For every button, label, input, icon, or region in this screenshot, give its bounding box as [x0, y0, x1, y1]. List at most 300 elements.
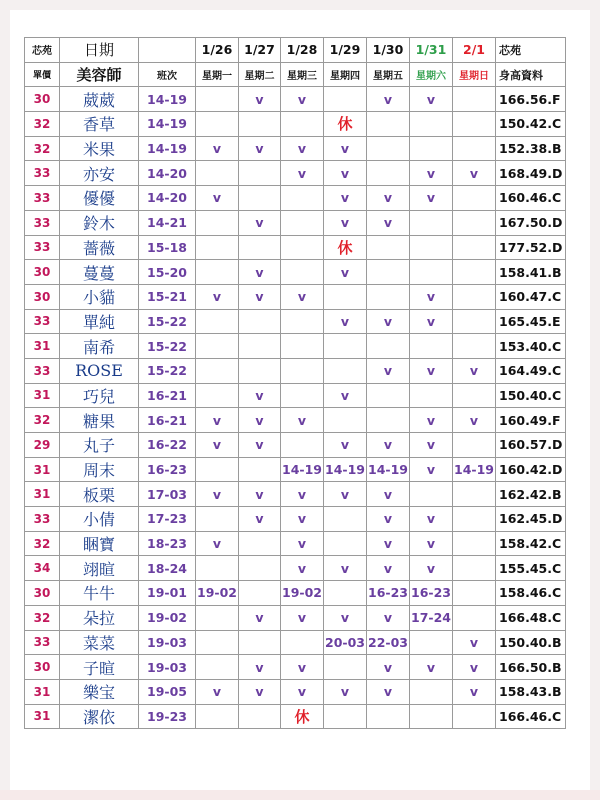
- schedule-row: [25, 235, 566, 260]
- date-header-fri: 1/30: [367, 38, 410, 63]
- day-cell-thu: [324, 87, 367, 112]
- day-cell-wed: [281, 433, 324, 458]
- weekday-wed: 星期三: [281, 62, 324, 87]
- stylist-name-cell: 蔓蔓: [60, 260, 139, 285]
- day-cell-thu: [324, 655, 367, 680]
- shift-cell: 15-22: [139, 358, 196, 383]
- day-cell-fri: 16-23: [367, 581, 410, 606]
- size-data-cell: 162.42.B: [496, 482, 566, 507]
- stylist-name-cell: 南希: [60, 334, 139, 359]
- unit-price-cell: 33: [25, 507, 60, 532]
- day-cell-thu: [324, 581, 367, 606]
- day-cell-sun: v: [453, 408, 496, 433]
- day-cell-fri: 14-19: [367, 457, 410, 482]
- day-cell-wed: v: [281, 284, 324, 309]
- day-cell-sun: v: [453, 161, 496, 186]
- shift-cell: 19-02: [139, 605, 196, 630]
- day-cell-wed: [281, 260, 324, 285]
- stylist-name-cell: 睏寶: [60, 531, 139, 556]
- day-cell-sat: [410, 630, 453, 655]
- day-cell-wed: [281, 704, 324, 729]
- day-cell-mon: 19-02: [196, 581, 239, 606]
- day-cell-thu: [324, 284, 367, 309]
- shift-cell: 19-01: [139, 581, 196, 606]
- day-cell-mon: [196, 87, 239, 112]
- day-cell-sun: [453, 210, 496, 235]
- shift-cell: 16-21: [139, 383, 196, 408]
- stylist-name-cell: 子暄: [60, 655, 139, 680]
- stylist-name-cell: 小貓: [60, 284, 139, 309]
- day-cell-mon: [196, 704, 239, 729]
- day-cell-mon: v: [196, 186, 239, 211]
- header-row-dates: [25, 38, 566, 63]
- shift-cell: 16-23: [139, 457, 196, 482]
- day-cell-mon: [196, 556, 239, 581]
- day-cell-sun: 14-19: [453, 457, 496, 482]
- schedule-row: [25, 482, 566, 507]
- schedule-row: [25, 433, 566, 458]
- stylist-name-cell: 優優: [60, 186, 139, 211]
- day-cell-sun: [453, 112, 496, 137]
- day-cell-sat: [410, 334, 453, 359]
- day-cell-wed: v: [281, 408, 324, 433]
- day-cell-fri: v: [367, 482, 410, 507]
- unit-price-cell: 32: [25, 112, 60, 137]
- size-data-cell: 158.43.B: [496, 679, 566, 704]
- day-cell-fri: [367, 284, 410, 309]
- day-cell-sat: v: [410, 186, 453, 211]
- day-cell-mon: v: [196, 136, 239, 161]
- schedule-row: [25, 358, 566, 383]
- day-cell-mon: [196, 358, 239, 383]
- day-cell-tue: [239, 630, 281, 655]
- size-data-cell: 167.50.D: [496, 210, 566, 235]
- stylist-name-cell: ROSE: [60, 358, 139, 383]
- day-cell-thu: [324, 531, 367, 556]
- size-data-cell: 168.49.D: [496, 161, 566, 186]
- size-data-cell: 165.45.E: [496, 309, 566, 334]
- day-cell-fri: [367, 161, 410, 186]
- day-cell-fri: v: [367, 507, 410, 532]
- stylist-name-cell: 潔依: [60, 704, 139, 729]
- size-data-cell: 150.40.C: [496, 383, 566, 408]
- day-cell-sun: [453, 186, 496, 211]
- unit-price-cell: 30: [25, 655, 60, 680]
- date-header-sun: 2/1: [453, 38, 496, 63]
- unit-price-cell: 33: [25, 235, 60, 260]
- day-cell-tue: v: [239, 136, 281, 161]
- day-cell-thu: 20-03: [324, 630, 367, 655]
- day-cell-sat: [410, 235, 453, 260]
- schedule-row: [25, 334, 566, 359]
- day-cell-sat: v: [410, 358, 453, 383]
- size-label: 身高資料: [496, 62, 566, 87]
- day-cell-tue: v: [239, 87, 281, 112]
- day-cell-sat: v: [410, 284, 453, 309]
- day-cell-sat: [410, 112, 453, 137]
- day-cell-sat: v: [410, 309, 453, 334]
- schedule-row: [25, 531, 566, 556]
- day-cell-fri: [367, 260, 410, 285]
- size-data-cell: 155.45.C: [496, 556, 566, 581]
- day-off-mark: 休: [337, 238, 353, 257]
- day-cell-tue: [239, 112, 281, 137]
- day-cell-sun: [453, 235, 496, 260]
- day-cell-sun: [453, 309, 496, 334]
- day-cell-sat: v: [410, 556, 453, 581]
- date-header-thu: 1/29: [324, 38, 367, 63]
- day-cell-sun: [453, 605, 496, 630]
- shift-cell: 15-22: [139, 309, 196, 334]
- stylist-name-cell: 板栗: [60, 482, 139, 507]
- date-header-sat: 1/31: [410, 38, 453, 63]
- day-cell-sat: 16-23: [410, 581, 453, 606]
- day-cell-mon: [196, 334, 239, 359]
- day-cell-sun: [453, 704, 496, 729]
- stylist-name-cell: 薔薇: [60, 235, 139, 260]
- shift-cell: 19-05: [139, 679, 196, 704]
- schedule-row: [25, 161, 566, 186]
- shift-cell: 14-19: [139, 87, 196, 112]
- schedule-table: [24, 37, 566, 729]
- shift-cell: 14-19: [139, 136, 196, 161]
- unit-price-cell: 31: [25, 334, 60, 359]
- unit-price-cell: 33: [25, 309, 60, 334]
- day-cell-fri: v: [367, 655, 410, 680]
- unit-price-cell: 32: [25, 605, 60, 630]
- day-cell-fri: v: [367, 531, 410, 556]
- schedule-row: [25, 556, 566, 581]
- weekday-sat: 星期六: [410, 62, 453, 87]
- day-cell-wed: v: [281, 482, 324, 507]
- day-cell-thu: [324, 408, 367, 433]
- day-cell-sun: [453, 260, 496, 285]
- day-cell-sat: [410, 383, 453, 408]
- day-cell-mon: [196, 457, 239, 482]
- unit-price-cell: 31: [25, 704, 60, 729]
- unit-price-cell: 33: [25, 210, 60, 235]
- schedule-row: [25, 136, 566, 161]
- schedule-row: [25, 605, 566, 630]
- day-cell-thu: v: [324, 556, 367, 581]
- shift-cell: 14-20: [139, 161, 196, 186]
- day-cell-thu: [324, 358, 367, 383]
- day-cell-fri: v: [367, 605, 410, 630]
- day-cell-sun: [453, 136, 496, 161]
- day-cell-mon: [196, 161, 239, 186]
- size-data-cell: 162.45.D: [496, 507, 566, 532]
- day-cell-tue: v: [239, 284, 281, 309]
- unit-price-cell: 29: [25, 433, 60, 458]
- day-cell-mon: [196, 235, 239, 260]
- schedule-row: [25, 581, 566, 606]
- shift-cell: 16-22: [139, 433, 196, 458]
- day-cell-tue: [239, 358, 281, 383]
- day-cell-sun: [453, 507, 496, 532]
- day-cell-sat: v: [410, 507, 453, 532]
- shift-cell: 19-23: [139, 704, 196, 729]
- day-cell-mon: v: [196, 433, 239, 458]
- day-cell-thu: 14-19: [324, 457, 367, 482]
- day-cell-tue: [239, 334, 281, 359]
- shift-cell: 14-21: [139, 210, 196, 235]
- day-cell-sat: v: [410, 457, 453, 482]
- size-data-cell: 158.41.B: [496, 260, 566, 285]
- bottom-band: [0, 790, 600, 800]
- day-cell-sat: v: [410, 87, 453, 112]
- day-cell-sun: v: [453, 358, 496, 383]
- day-cell-mon: v: [196, 482, 239, 507]
- schedule-row: [25, 284, 566, 309]
- day-cell-fri: [367, 112, 410, 137]
- day-cell-sat: [410, 210, 453, 235]
- day-cell-wed: v: [281, 655, 324, 680]
- day-cell-fri: [367, 136, 410, 161]
- schedule-row: [25, 87, 566, 112]
- size-data-cell: 152.38.B: [496, 136, 566, 161]
- day-cell-sun: v: [453, 630, 496, 655]
- shift-cell: 14-20: [139, 186, 196, 211]
- day-cell-mon: v: [196, 679, 239, 704]
- stylist-name-cell: 糖果: [60, 408, 139, 433]
- schedule-row: [25, 186, 566, 211]
- day-cell-thu: v: [324, 383, 367, 408]
- day-cell-tue: v: [239, 507, 281, 532]
- size-data-cell: 158.42.C: [496, 531, 566, 556]
- day-cell-sat: v: [410, 161, 453, 186]
- day-cell-mon: [196, 112, 239, 137]
- day-cell-thu: v: [324, 186, 367, 211]
- day-cell-mon: [196, 630, 239, 655]
- day-cell-sat: [410, 679, 453, 704]
- day-cell-wed: [281, 235, 324, 260]
- day-cell-tue: [239, 161, 281, 186]
- day-cell-tue: v: [239, 383, 281, 408]
- schedule-row: [25, 309, 566, 334]
- shift-cell: 18-23: [139, 531, 196, 556]
- day-cell-wed: v: [281, 556, 324, 581]
- day-cell-sat: [410, 704, 453, 729]
- day-cell-thu: [324, 704, 367, 729]
- day-cell-sat: 17-24: [410, 605, 453, 630]
- shift-cell: 15-20: [139, 260, 196, 285]
- unit-price-cell: 33: [25, 186, 60, 211]
- size-data-cell: 160.46.C: [496, 186, 566, 211]
- day-cell-thu: v: [324, 161, 367, 186]
- day-cell-tue: v: [239, 679, 281, 704]
- day-cell-tue: [239, 531, 281, 556]
- stylist-name-cell: 香草: [60, 112, 139, 137]
- day-cell-mon: [196, 383, 239, 408]
- header-row-weekdays: [25, 62, 566, 87]
- day-off-mark: 休: [337, 115, 353, 134]
- schedule-row: [25, 383, 566, 408]
- unit-price-cell: 31: [25, 482, 60, 507]
- schedule-row: [25, 655, 566, 680]
- unit-price-cell: 32: [25, 531, 60, 556]
- day-cell-wed: v: [281, 679, 324, 704]
- day-cell-wed: v: [281, 507, 324, 532]
- day-cell-mon: v: [196, 531, 239, 556]
- day-cell-tue: [239, 457, 281, 482]
- size-data-cell: 160.47.C: [496, 284, 566, 309]
- size-data-cell: 150.42.C: [496, 112, 566, 137]
- day-cell-fri: [367, 383, 410, 408]
- day-cell-wed: v: [281, 87, 324, 112]
- day-cell-mon: v: [196, 284, 239, 309]
- day-cell-wed: v: [281, 605, 324, 630]
- day-cell-fri: 22-03: [367, 630, 410, 655]
- stylist-name-cell: 米果: [60, 136, 139, 161]
- shift-cell: 15-18: [139, 235, 196, 260]
- day-cell-sun: [453, 581, 496, 606]
- size-data-cell: 160.49.F: [496, 408, 566, 433]
- day-cell-fri: v: [367, 679, 410, 704]
- schedule-row: [25, 679, 566, 704]
- stylist-name-cell: 樂宝: [60, 679, 139, 704]
- day-cell-thu: v: [324, 260, 367, 285]
- stylist-name-cell: 菜菜: [60, 630, 139, 655]
- schedule-row: [25, 408, 566, 433]
- shift-cell: 18-24: [139, 556, 196, 581]
- schedule-row: [25, 112, 566, 137]
- stylist-name-cell: 鈴木: [60, 210, 139, 235]
- day-cell-tue: v: [239, 655, 281, 680]
- stylist-name-cell: 翊暄: [60, 556, 139, 581]
- schedule-row: [25, 704, 566, 729]
- unit-price-cell: 31: [25, 457, 60, 482]
- day-cell-sun: [453, 383, 496, 408]
- day-cell-thu: v: [324, 210, 367, 235]
- day-cell-thu: [324, 235, 367, 260]
- schedule-row: [25, 507, 566, 532]
- day-cell-sat: [410, 136, 453, 161]
- day-cell-wed: [281, 358, 324, 383]
- day-cell-tue: [239, 186, 281, 211]
- stylist-name-cell: 周末: [60, 457, 139, 482]
- unit-price-cell: 31: [25, 679, 60, 704]
- weekday-tue: 星期二: [239, 62, 281, 87]
- day-cell-fri: v: [367, 210, 410, 235]
- day-cell-mon: [196, 655, 239, 680]
- header-empty-cell: [139, 38, 196, 63]
- day-cell-tue: [239, 581, 281, 606]
- size-data-cell: 164.49.C: [496, 358, 566, 383]
- day-cell-fri: v: [367, 186, 410, 211]
- day-cell-wed: [281, 309, 324, 334]
- day-cell-mon: v: [196, 408, 239, 433]
- day-cell-sat: v: [410, 408, 453, 433]
- unit-price-cell: 34: [25, 556, 60, 581]
- stylist-label: 美容師: [60, 62, 139, 87]
- unit-price-cell: 30: [25, 260, 60, 285]
- schedule-row: [25, 630, 566, 655]
- day-cell-thu: v: [324, 136, 367, 161]
- stylist-name-cell: 朵拉: [60, 605, 139, 630]
- day-cell-sun: v: [453, 679, 496, 704]
- unit-price-cell: 32: [25, 408, 60, 433]
- day-cell-fri: v: [367, 309, 410, 334]
- shift-cell: 15-21: [139, 284, 196, 309]
- size-data-cell: 160.57.D: [496, 433, 566, 458]
- day-cell-tue: v: [239, 408, 281, 433]
- unit-price-cell: 33: [25, 161, 60, 186]
- day-off-mark: 休: [294, 707, 310, 726]
- weekday-sun: 星期日: [453, 62, 496, 87]
- day-cell-thu: v: [324, 433, 367, 458]
- unit-price-cell: 32: [25, 136, 60, 161]
- day-cell-wed: [281, 630, 324, 655]
- shift-cell: 14-19: [139, 112, 196, 137]
- day-cell-fri: [367, 704, 410, 729]
- day-cell-thu: [324, 112, 367, 137]
- day-cell-mon: [196, 309, 239, 334]
- date-header-tue: 1/27: [239, 38, 281, 63]
- day-cell-thu: v: [324, 482, 367, 507]
- shift-cell: 17-23: [139, 507, 196, 532]
- shift-cell: 19-03: [139, 655, 196, 680]
- unit-price-cell: 33: [25, 630, 60, 655]
- stylist-name-cell: 葳葳: [60, 87, 139, 112]
- day-cell-thu: [324, 507, 367, 532]
- day-cell-thu: v: [324, 605, 367, 630]
- day-cell-sun: [453, 531, 496, 556]
- day-cell-tue: [239, 309, 281, 334]
- day-cell-tue: v: [239, 260, 281, 285]
- unit-price-cell: 30: [25, 581, 60, 606]
- size-data-cell: 177.52.D: [496, 235, 566, 260]
- stylist-name-cell: 牛牛: [60, 581, 139, 606]
- shift-cell: 16-21: [139, 408, 196, 433]
- weekday-fri: 星期五: [367, 62, 410, 87]
- weekday-thu: 星期四: [324, 62, 367, 87]
- day-cell-wed: [281, 210, 324, 235]
- day-cell-sun: [453, 284, 496, 309]
- day-cell-wed: 14-19: [281, 457, 324, 482]
- date-label: 日期: [60, 38, 139, 63]
- stylist-name-cell: 巧兒: [60, 383, 139, 408]
- day-cell-sat: v: [410, 433, 453, 458]
- day-cell-wed: [281, 186, 324, 211]
- day-cell-sat: [410, 482, 453, 507]
- unit-price-cell: 30: [25, 87, 60, 112]
- day-cell-fri: v: [367, 433, 410, 458]
- stylist-name-cell: 亦安: [60, 161, 139, 186]
- schedule-row: [25, 210, 566, 235]
- unit-price-cell: 31: [25, 383, 60, 408]
- day-cell-sun: [453, 87, 496, 112]
- day-cell-wed: [281, 112, 324, 137]
- size-data-cell: 166.50.B: [496, 655, 566, 680]
- size-data-cell: 166.46.C: [496, 704, 566, 729]
- day-cell-fri: [367, 235, 410, 260]
- date-header-mon: 1/26: [196, 38, 239, 63]
- stylist-name-cell: 丸子: [60, 433, 139, 458]
- size-data-cell: 166.56.F: [496, 87, 566, 112]
- brand-label-right: 芯苑: [496, 38, 566, 63]
- day-cell-tue: v: [239, 433, 281, 458]
- stylist-name-cell: 單純: [60, 309, 139, 334]
- day-cell-wed: v: [281, 531, 324, 556]
- shift-label: 班次: [139, 62, 196, 87]
- day-cell-sat: [410, 260, 453, 285]
- unit-price-label: 單價: [25, 62, 60, 87]
- day-cell-sat: v: [410, 531, 453, 556]
- brand-label: 芯苑: [25, 38, 60, 63]
- size-data-cell: 166.48.C: [496, 605, 566, 630]
- day-cell-wed: v: [281, 136, 324, 161]
- day-cell-sun: [453, 334, 496, 359]
